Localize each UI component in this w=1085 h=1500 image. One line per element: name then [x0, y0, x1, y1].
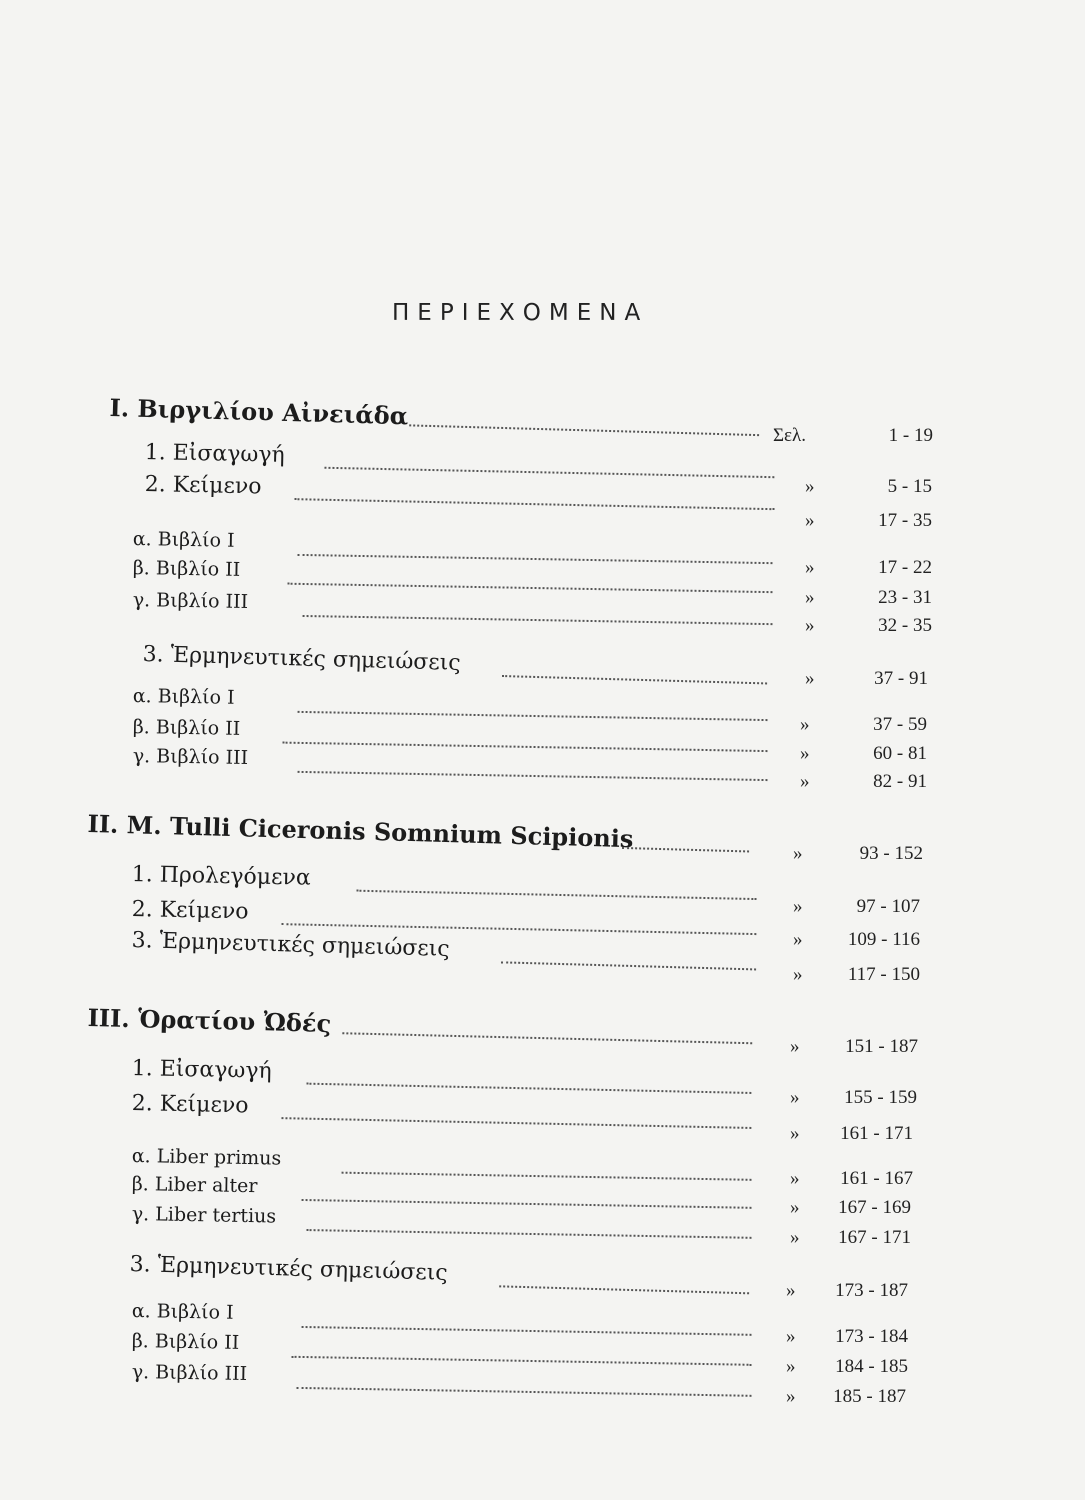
dot-leader — [622, 847, 749, 853]
page-prefix: » — [786, 1326, 796, 1347]
toc-label: 3. Ἑρμηνευτικές σημειώσεις — [129, 1252, 449, 1286]
toc-entry — [131, 1091, 751, 1134]
page-range — [793, 896, 920, 920]
dot-leader — [502, 675, 767, 684]
page-range — [805, 587, 932, 611]
dot-leader — [294, 498, 774, 510]
toc-label: α. Βιβλίο I — [131, 1300, 234, 1324]
page-prefix: Σελ. — [773, 425, 806, 446]
dot-leader — [303, 615, 773, 625]
toc-label: γ. Βιβλίο III — [132, 745, 249, 770]
dot-leader — [297, 1387, 752, 1397]
page-prefix: » — [793, 964, 803, 985]
page-numbers: 173 - 184 — [835, 1326, 908, 1347]
page-numbers: 167 - 169 — [838, 1197, 911, 1218]
page-range — [793, 929, 920, 953]
toc-label: β. Βιβλίο II — [131, 1330, 240, 1354]
page-numbers: 109 - 116 — [847, 929, 920, 950]
toc-label: III. Ὁρατίου Ὠδές — [87, 1003, 332, 1038]
page-range — [805, 668, 928, 692]
page-numbers: 17 - 35 — [878, 510, 932, 531]
page-range — [790, 1036, 918, 1060]
toc-label: γ. Βιβλίο III — [131, 1361, 248, 1386]
toc-entry — [142, 642, 768, 689]
dot-leader — [356, 890, 756, 900]
page-numbers: 161 - 171 — [840, 1123, 913, 1144]
page-numbers: 37 - 91 — [874, 668, 928, 689]
dot-leader — [409, 424, 759, 436]
page-prefix: » — [790, 1168, 800, 1189]
page-prefix: » — [805, 668, 815, 689]
toc-label: II. M. Tulli Ciceronis Somnium Scipionis — [87, 809, 634, 854]
page-prefix: » — [800, 743, 810, 764]
page-prefix: » — [790, 1123, 800, 1144]
page-range — [793, 964, 920, 988]
toc-label: 1. Προλεγόμενα — [131, 862, 311, 891]
page-range — [790, 1227, 911, 1251]
dot-leader — [288, 583, 773, 593]
toc-label: α. Liber primus — [131, 1145, 282, 1170]
page-prefix: » — [790, 1197, 800, 1218]
toc-entry-section-1 — [109, 393, 760, 441]
page-numbers: 1 - 19 — [888, 425, 933, 446]
dot-leader — [499, 1285, 749, 1294]
toc-entry — [129, 1252, 750, 1299]
page-numbers: 97 - 107 — [856, 896, 920, 917]
page-numbers: 60 - 81 — [873, 743, 927, 764]
page-numbers: 17 - 22 — [878, 557, 932, 578]
dot-leader — [307, 1229, 752, 1239]
toc-entry-section-3 — [87, 1003, 753, 1049]
page-range — [786, 1280, 908, 1304]
page-prefix: » — [805, 615, 815, 636]
toc-label: α. Βιβλίο I — [132, 685, 235, 709]
page-title: ΠΕΡΙΕΧΟΜΕΝΑ — [392, 300, 649, 326]
toc-label: γ. Βιβλίο III — [132, 589, 249, 614]
page-range — [793, 843, 923, 867]
page-prefix: » — [793, 929, 803, 950]
page-range — [805, 510, 932, 534]
page-numbers: 93 - 152 — [859, 843, 923, 864]
page-range — [790, 1087, 917, 1111]
toc-label: β. Liber alter — [131, 1173, 258, 1198]
page-numbers: 167 - 171 — [838, 1227, 911, 1248]
toc-label: 1. Εἰσαγωγή — [131, 1056, 272, 1084]
page-numbers: 185 - 187 — [833, 1386, 906, 1407]
toc-label: I. Βιργιλίου Αἰνειάδα — [109, 393, 409, 431]
page-prefix: » — [790, 1087, 800, 1108]
page-numbers: 161 - 167 — [840, 1168, 913, 1189]
page-range — [800, 714, 927, 738]
page-prefix: » — [800, 771, 810, 792]
page-numbers: 32 - 35 — [878, 615, 932, 636]
page-numbers: 82 - 91 — [873, 771, 927, 792]
toc-label: 2. Κείμενο — [131, 1091, 249, 1119]
page-prefix: » — [790, 1227, 800, 1248]
page-numbers: 173 - 187 — [835, 1280, 908, 1301]
page-range — [800, 771, 927, 795]
page-prefix: » — [805, 510, 815, 531]
dot-leader — [501, 961, 756, 970]
page-range — [790, 1123, 913, 1147]
page-prefix: » — [790, 1036, 800, 1057]
page-range — [800, 743, 927, 767]
page-prefix: » — [805, 587, 815, 608]
page-prefix: » — [793, 896, 803, 917]
toc-label: 3. Ἑρμηνευτικές σημειώσεις — [131, 928, 451, 962]
toc-label: 2. Κείμενο — [144, 472, 262, 500]
page-numbers: 23 - 31 — [878, 587, 932, 608]
page-numbers: 184 - 185 — [835, 1356, 908, 1377]
toc-label: β. Βιβλίο II — [132, 557, 241, 581]
page-range — [786, 1326, 908, 1350]
dot-leader — [342, 1032, 752, 1044]
page-numbers: 37 - 59 — [873, 714, 927, 735]
toc-label: 2. Κείμενο — [131, 897, 249, 925]
page-prefix: » — [786, 1386, 796, 1407]
page-range — [805, 557, 932, 581]
page-prefix: » — [800, 714, 810, 735]
page-numbers: 151 - 187 — [845, 1036, 918, 1057]
page-range — [790, 1168, 913, 1192]
toc-entry-section-2 — [87, 809, 750, 857]
toc-label: γ. Liber tertius — [131, 1203, 277, 1228]
page-prefix: » — [805, 557, 815, 578]
page-range — [805, 476, 932, 500]
toc-label: α. Βιβλίο I — [132, 528, 235, 552]
page-prefix: » — [786, 1356, 796, 1377]
toc-label: β. Βιβλίο II — [132, 716, 241, 740]
toc-label: 1. Εἰσαγωγή — [144, 440, 285, 468]
toc-label: 3. Ἑρμηνευτικές σημειώσεις — [142, 642, 462, 676]
page-numbers: 155 - 159 — [844, 1087, 917, 1108]
page-range — [786, 1386, 906, 1410]
page-range — [790, 1197, 911, 1221]
page-range — [805, 615, 932, 639]
page-prefix: » — [786, 1280, 796, 1301]
dot-leader — [298, 771, 768, 781]
page-prefix: » — [793, 843, 803, 864]
dot-leader — [281, 1117, 751, 1129]
page-numbers: 5 - 15 — [887, 476, 932, 497]
page-prefix: » — [805, 476, 815, 497]
page-numbers: 117 - 150 — [847, 964, 920, 985]
page-range — [773, 425, 933, 449]
dot-leader — [306, 1083, 751, 1094]
page-range — [786, 1356, 908, 1380]
